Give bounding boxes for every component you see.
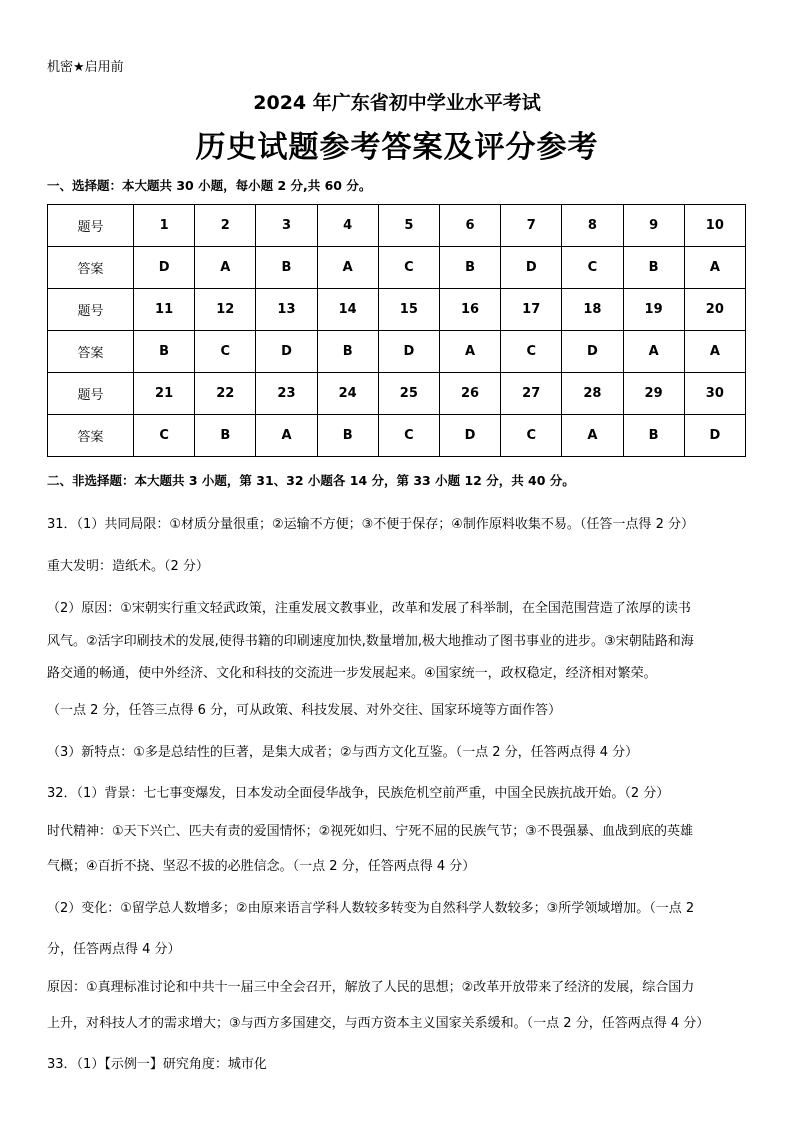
table-cell: 24 <box>317 373 378 415</box>
confidential-label: 机密★启用前 <box>47 60 124 75</box>
q32-spirit-line2: 气概；④百折不挠、坚忍不拔的必胜信念。（一点 2 分，任答两点得 4 分） <box>47 859 476 874</box>
table-row <box>48 373 746 415</box>
exam-subtitle: 2024 年广东省初中学业水平考试 <box>253 92 541 114</box>
table-cell: 4 <box>317 205 378 247</box>
table-cell: B <box>317 331 378 373</box>
table-cell: 11 <box>134 289 195 331</box>
table-cell: 8 <box>562 205 623 247</box>
table-row <box>48 415 746 457</box>
table-cell: 1 <box>134 205 195 247</box>
table-cell: 6 <box>439 205 500 247</box>
row-label: 题号 <box>48 205 134 247</box>
table-cell: D <box>134 247 195 289</box>
table-cell: B <box>256 247 317 289</box>
table-cell: D <box>562 331 623 373</box>
table-cell: C <box>501 415 562 457</box>
row-label: 答案 <box>48 415 134 457</box>
q31-part1: 31．（1）共同局限：①材质分量很重；②运输不方便；③不便于保存；④制作原料收集不易。（任答一点得 2 分） <box>47 517 694 532</box>
page-title: 历史试题参考答案及评分参考 <box>195 130 599 165</box>
table-cell: C <box>562 247 623 289</box>
table-cell: B <box>623 415 684 457</box>
table-cell: 15 <box>378 289 439 331</box>
table-cell: D <box>439 415 500 457</box>
answer-table <box>47 204 746 457</box>
table-cell: A <box>623 331 684 373</box>
table-cell: 26 <box>439 373 500 415</box>
table-cell: 2 <box>195 205 256 247</box>
table-cell: 9 <box>623 205 684 247</box>
table-cell: 20 <box>684 289 745 331</box>
q31-part2-scoring: （一点 2 分，任答三点得 6 分，可从政策、科技发展、对外交往、国家环境等方面作答） <box>47 703 562 718</box>
table-cell: B <box>317 415 378 457</box>
table-cell: D <box>684 415 745 457</box>
q32-reason-line2: 上升，对科技人才的需求增大；③与西方多国建交，与西方资本主义国家关系缓和。（一点 2 分，任答两点得 4 分） <box>47 1016 710 1031</box>
table-cell: A <box>562 415 623 457</box>
table-cell: C <box>378 415 439 457</box>
table-cell: B <box>195 415 256 457</box>
table-cell: A <box>439 331 500 373</box>
q31-part2-line3: 路交通的畅通，使中外经济、文化和科技的交流进一步发展起来。④国家统一，政权稳定，经济相对繁荣。 <box>47 666 657 681</box>
table-cell: 18 <box>562 289 623 331</box>
table-cell: A <box>195 247 256 289</box>
q31-invention: 重大发明：造纸术。（2 分） <box>47 559 209 574</box>
section-1-heading: 一、选择题：本大题共 30 小题，每小题 2 分,共 60 分。 <box>47 178 372 193</box>
q32-part2-line2: 分，任答两点得 4 分） <box>47 942 181 957</box>
table-cell: B <box>623 247 684 289</box>
table-cell: 19 <box>623 289 684 331</box>
table-cell: B <box>134 331 195 373</box>
table-cell: D <box>501 247 562 289</box>
table-cell: D <box>256 331 317 373</box>
table-cell: 23 <box>256 373 317 415</box>
table-cell: 25 <box>378 373 439 415</box>
table-cell: A <box>317 247 378 289</box>
q31-part2-line1: （2）原因：①宋朝实行重文轻武政策，注重发展文教事业，改革和发展了科举制，在全国范围营造了浓厚的读书 <box>47 601 691 616</box>
table-cell: A <box>684 331 745 373</box>
table-cell: 12 <box>195 289 256 331</box>
table-cell: 27 <box>501 373 562 415</box>
table-cell: C <box>195 331 256 373</box>
table-cell: 5 <box>378 205 439 247</box>
table-cell: 10 <box>684 205 745 247</box>
table-cell: C <box>378 247 439 289</box>
table-row <box>48 205 746 247</box>
row-label: 答案 <box>48 331 134 373</box>
table-cell: 17 <box>501 289 562 331</box>
section-2-heading: 二、非选择题：本大题共 3 小题，第 31、32 小题各 14 分，第 33 小题 12 分，共 40 分。 <box>47 473 575 488</box>
table-cell: 28 <box>562 373 623 415</box>
table-cell: A <box>256 415 317 457</box>
table-row <box>48 247 746 289</box>
q32-part2-line1: （2）变化：①留学总人数增多；②由原来语言学科人数较多转变为自然科学人数较多；③所学领域增加。（一点 2 <box>47 901 695 916</box>
q32-part1: 32．（1）背景：七七事变爆发，日本发动全面侵华战争，民族危机空前严重，中国全民族抗战开始。（2 分） <box>47 786 670 801</box>
table-cell: 22 <box>195 373 256 415</box>
table-cell: 21 <box>134 373 195 415</box>
q31-part3: （3）新特点：①多是总结性的巨著，是集大成者；②与西方文化互鉴。（一点 2 分，任答两点得 4 分） <box>47 745 639 760</box>
table-cell: A <box>684 247 745 289</box>
row-label: 题号 <box>48 373 134 415</box>
table-cell: 13 <box>256 289 317 331</box>
q33-part1: 33．（1）【示例一】研究角度：城市化 <box>47 1057 267 1072</box>
q32-reason-line1: 原因：①真理标准讨论和中共十一届三中全会召开，解放了人民的思想；②改革开放带来了经济的发展，综合国力 <box>47 980 695 995</box>
table-cell: 30 <box>684 373 745 415</box>
table-cell: 3 <box>256 205 317 247</box>
table-row <box>48 331 746 373</box>
table-cell: 7 <box>501 205 562 247</box>
table-cell: 16 <box>439 289 500 331</box>
q32-spirit-line1: 时代精神：①天下兴亡、匹夫有责的爱国情怀；②视死如归、宁死不屈的民族气节；③不畏强暴、血战到底的英雄 <box>47 824 693 839</box>
row-label: 答案 <box>48 247 134 289</box>
table-cell: C <box>501 331 562 373</box>
table-cell: C <box>134 415 195 457</box>
q31-part2-line2: 风气。②活字印刷技术的发展,使得书籍的印刷速度加快,数量增加,极大地推动了图书事业的进步。③宋朝陆路和海 <box>47 634 694 649</box>
table-cell: D <box>378 331 439 373</box>
table-cell: 14 <box>317 289 378 331</box>
row-label: 题号 <box>48 289 134 331</box>
table-row <box>48 289 746 331</box>
table-cell: 29 <box>623 373 684 415</box>
table-cell: B <box>439 247 500 289</box>
